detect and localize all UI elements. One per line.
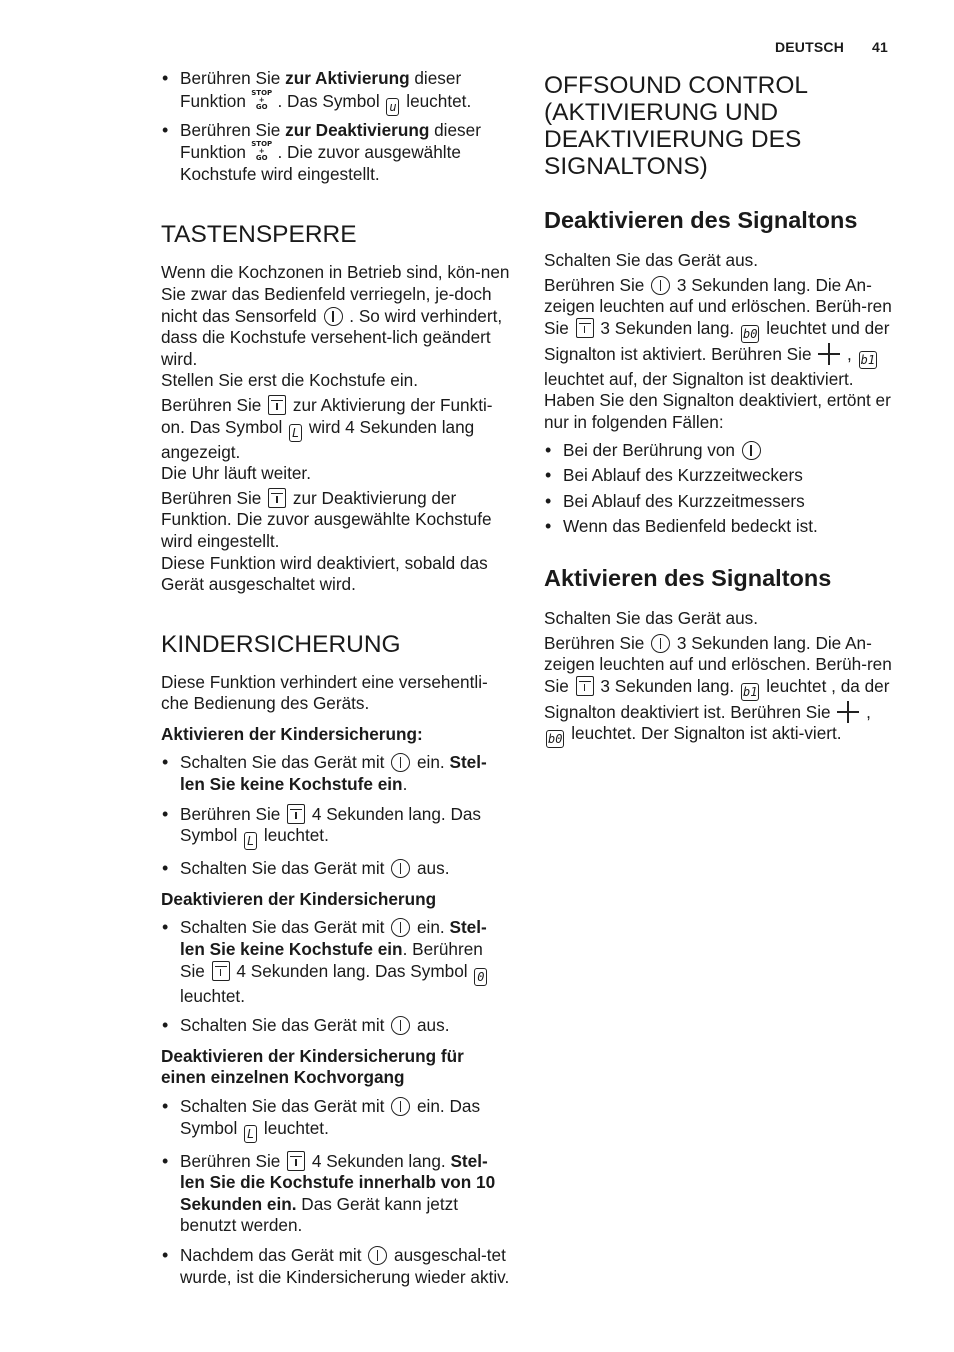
paragraph: Die Uhr läuft weiter. [161, 463, 311, 484]
power-icon [391, 859, 410, 878]
list-item: • Schalten Sie das Gerät mit ein. Stel-len Sie keine Kochstufe ein. [161, 752, 511, 795]
list-item: • Bei der Berührung von [544, 440, 894, 462]
paragraph: Stellen Sie erst die Kochstufe ein. [161, 370, 419, 391]
list-item: • Wenn das Bedienfeld bedeckt ist. [544, 516, 894, 538]
power-icon [651, 634, 670, 653]
lock-icon [576, 676, 594, 696]
text: Berühren Sie [180, 119, 286, 140]
lock-icon [268, 488, 286, 508]
lock-icon [287, 804, 305, 824]
text-bold: zur Aktivierung [285, 68, 410, 88]
kindersicherung-body [161, 672, 511, 1288]
list-item: • Schalten Sie das Gerät mit ein. Das Symbol L leuchtet. [161, 1096, 511, 1143]
activate-list [161, 752, 511, 879]
plus-icon [837, 701, 859, 723]
list-item: • Bei Ablauf des Kurzzeitweckers [544, 465, 894, 487]
l-symbol-icon: L [244, 832, 257, 850]
b0-symbol-icon: b0 [548, 732, 563, 747]
list-item [161, 68, 511, 116]
go-label: GO [255, 154, 268, 163]
power-icon [391, 918, 410, 937]
page-number: 41 [872, 39, 888, 55]
left-column [161, 68, 511, 1288]
b0-symbol-icon: b0 [742, 326, 758, 341]
list-item: • Schalten Sie das Gerät mit aus. [161, 858, 511, 880]
aktivieren-body [544, 608, 894, 748]
page-header [747, 39, 888, 55]
section-title-offsound: OFFSOUND CONTROL (AKTIVIERUNG UND DEAKTIVIERUNG DES SIGNALTONS) [544, 72, 808, 180]
section-title-tastensperre: TASTENSPERRE [161, 221, 357, 249]
deaktivieren-body [544, 250, 894, 538]
paragraph: Wenn die Kochzonen in Betrieb sind, kön-nen Sie zwar das Bedienfeld verriegeln, je-doch nicht das Sensorfeld . So wird verhindert, dass die Kochstufe versehent-lich geändert wird. [161, 262, 510, 369]
lock-icon [212, 961, 230, 981]
list-item: • Berühren Sie 4 Sekunden lang. Das Symbol L leuchtet. [161, 804, 511, 851]
text: Berühren Sie [180, 68, 286, 88]
plus-label: + [258, 147, 265, 156]
signal-cases-list [544, 440, 894, 538]
text: . Das Symbol [272, 90, 385, 111]
power-icon [391, 753, 410, 772]
b1-symbol-icon: b1 [860, 352, 876, 367]
header-language: DEUTSCH [774, 39, 845, 55]
power-icon [391, 1016, 410, 1035]
subsection-title-aktivieren: Aktivieren des Signaltons [544, 564, 832, 591]
subheading: Deaktivieren der Kindersicherung [161, 888, 437, 909]
go-label: GO [255, 102, 268, 111]
list-item: • Schalten Sie das Gerät mit aus. [161, 1015, 511, 1037]
plus-icon [818, 343, 840, 365]
text: leuchtet. [401, 90, 472, 111]
stop-go-icon [251, 90, 273, 111]
list-item [161, 120, 511, 186]
lock-icon [268, 395, 286, 415]
b1-symbol-icon: b1 [742, 684, 758, 699]
paragraph: Berühren Sie zur Deaktivierung der Funktion. Die zuvor ausgewählte Kochstufe wird eingestellt. [161, 487, 492, 551]
paragraph: Schalten Sie das Gerät aus. [544, 607, 759, 628]
plus-label: + [258, 95, 265, 104]
text: dieser Funktion [180, 68, 462, 111]
stop-go-icon [251, 141, 273, 162]
lock-icon [287, 1151, 305, 1171]
paragraph: Haben Sie den Signalton deaktiviert, ertönt er nur in folgenden Fällen: [544, 390, 891, 432]
list-item: • Berühren Sie 4 Sekunden lang. Stel-len Sie die Kochstufe innerhalb von 10 Sekunden ein. Das Gerät kann jetzt benutzt werden. [161, 1151, 511, 1237]
paragraph: Berühren Sie zur Aktivierung der Funkti-on. Das Symbol L wird 4 Sekunden lang angezeigt. [161, 394, 493, 462]
u-symbol-icon: u [386, 98, 399, 116]
l-symbol-icon: L [244, 1125, 257, 1143]
list-item: • Nachdem das Gerät mit ausgeschal-tet wurde, ist die Kindersicherung wieder aktiv. [161, 1245, 511, 1288]
subheading: Deaktivieren der Kindersicherung für einen einzelnen Kochvorgang [161, 1045, 464, 1088]
power-icon [324, 307, 343, 326]
paragraph: Berühren Sie 3 Sekunden lang. Die An-zeigen leuchten auf und erlöschen. Berüh-ren Sie 3 Sekunden lang. b0 leuchtet und der Signalton ist aktiviert. Berühren Sie , b1 leuchtet auf, der Signalton ist deaktiviert. [544, 274, 892, 389]
subsection-title-deaktivieren: Deaktivieren des Signaltons [544, 207, 858, 233]
list-item: • Bei Ablauf des Kurzzeitmessers [544, 491, 894, 513]
deactivate-list [161, 917, 511, 1036]
stop-label: STOP [251, 88, 273, 97]
stop-label: STOP [251, 140, 273, 149]
paragraph: Berühren Sie 3 Sekunden lang. Die An-zeigen leuchten auf und erlöschen. Berüh-ren Sie 3 Sekunden lang. b1 leuchtet , da der Signalton deaktiviert ist. Berühren Sie , b0 leuchtet. Der Signalton ist akti-viert. [544, 632, 892, 747]
paragraph: Diese Funktion verhindert eine versehentli-che Bedienung des Geräts. [161, 671, 488, 714]
power-icon [391, 1097, 410, 1116]
l-symbol-icon: L [289, 424, 302, 442]
power-icon [368, 1246, 387, 1265]
single-use-list [161, 1096, 511, 1288]
power-icon [742, 441, 761, 460]
list-item: • Schalten Sie das Gerät mit ein. Stel-len Sie keine Kochstufe ein. Berühren Sie 4 Sekunden lang. Das Symbol 0 leuchtet. [161, 917, 511, 1007]
zero-symbol-icon: 0 [474, 968, 487, 986]
text: dieser Funktion [180, 119, 481, 163]
right-column [544, 72, 894, 748]
stop-go-list [161, 68, 511, 185]
paragraph: Diese Funktion wird deaktiviert, sobald das Gerät ausgeschaltet wird. [161, 552, 488, 595]
text-bold: zur Deaktivierung [285, 119, 430, 140]
lock-icon [576, 318, 594, 338]
paragraph: Schalten Sie das Gerät aus. [544, 250, 759, 270]
text: . Die zuvor ausgewählte Kochstufe wird eingestellt. [180, 142, 461, 184]
section-title-kindersicherung: KINDERSICHERUNG [161, 630, 401, 658]
tastensperre-body [161, 262, 511, 595]
subheading: Aktivieren der Kindersicherung: [161, 723, 423, 744]
power-icon [651, 276, 670, 295]
